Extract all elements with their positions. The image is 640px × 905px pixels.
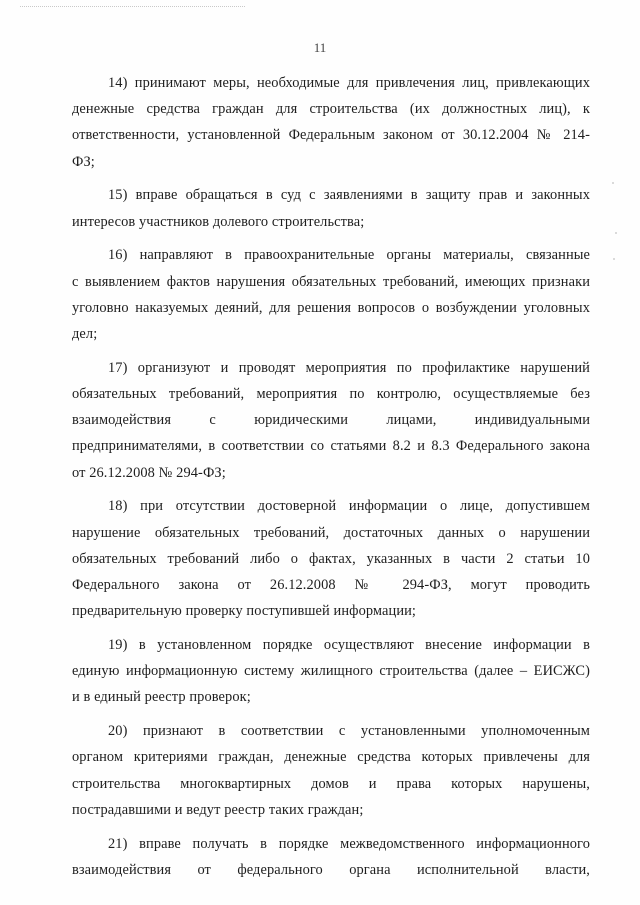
paragraph-21 bbox=[72, 831, 590, 883]
text-line: денежные средства граждан для строительства (их должностных лиц), к bbox=[72, 101, 590, 118]
text-line: органом критериями граждан, денежные средства которых привлечены для bbox=[72, 749, 590, 766]
text-line: ответственности, установленной Федеральным законом от 30.12.2004 № 214- bbox=[72, 127, 590, 144]
scan-speck bbox=[613, 258, 615, 260]
text-line: взаимодействия с юридическими лицами, индивидуальными bbox=[72, 412, 590, 429]
paragraph-20 bbox=[72, 718, 590, 823]
paragraph-15 bbox=[72, 182, 590, 234]
page-number: 11 bbox=[313, 40, 327, 55]
text-line: 18) при отсутствии достоверной информации о лице, допустившем bbox=[108, 498, 590, 515]
text-line: взаимодействия от федерального органа исполнительной власти, bbox=[72, 861, 590, 878]
scan-speck bbox=[612, 182, 614, 184]
text-line: 16) направляют в правоохранительные органы материалы, связанные bbox=[108, 247, 590, 264]
text-line: единую информационную систему жилищного строительства (далее – ЕИСЖС) bbox=[72, 663, 590, 680]
text-line: интересов участников долевого строительства; bbox=[72, 213, 365, 230]
paragraph-14 bbox=[72, 70, 590, 175]
text-line: Федерального закона от 26.12.2008 № 294-ФЗ, могут проводить bbox=[72, 577, 590, 594]
document-body bbox=[72, 70, 590, 891]
scan-speck bbox=[615, 232, 617, 234]
text-line: предварительную проверку поступившей информации; bbox=[72, 603, 417, 620]
text-line: от 26.12.2008 № 294-ФЗ; bbox=[72, 464, 226, 481]
text-line: обязательных требований либо о фактах, указанных в части 2 статьи 10 bbox=[72, 550, 590, 567]
text-line: 17) организуют и проводят мероприятия по профилактике нарушений bbox=[108, 359, 590, 376]
text-line: предпринимателями, в соответствии со статьями 8.2 и 8.3 Федерального закона bbox=[72, 438, 590, 455]
text-line: дел; bbox=[72, 326, 98, 343]
text-line: нарушение обязательных требований, достаточных данных о нарушении bbox=[72, 524, 590, 541]
text-line: 21) вправе получать в порядке межведомственного информационного bbox=[108, 835, 590, 852]
text-line: пострадавшими и ведут реестр таких граждан; bbox=[72, 801, 364, 818]
text-line: 14) принимают меры, необходимые для привлечения лиц, привлекающих bbox=[108, 75, 590, 91]
text-line: 20) признают в соответствии с установленными уполномоченным bbox=[108, 723, 590, 740]
paragraph-19 bbox=[72, 632, 590, 711]
paragraph-18 bbox=[72, 493, 590, 624]
text-line: строительства многоквартирных домов и права которых нарушены, bbox=[72, 775, 590, 792]
text-line: и в единый реестр проверок; bbox=[72, 689, 251, 706]
text-line: 15) вправе обращаться в суд с заявлениями в защиту прав и законных bbox=[108, 187, 590, 204]
text-line: ФЗ; bbox=[72, 153, 95, 170]
text-line: с выявлением фактов нарушения обязательных требований, имеющих признаки bbox=[72, 273, 590, 290]
text-line: уголовно наказуемых деяний, для решения вопросов о возбуждении уголовных bbox=[72, 299, 590, 316]
scan-edge-rule bbox=[20, 6, 245, 7]
text-line: 19) в установленном порядке осуществляют внесение информации в bbox=[108, 637, 590, 654]
paragraph-17 bbox=[72, 355, 590, 486]
text-line: обязательных требований, мероприятия по контролю, осуществляемые без bbox=[72, 386, 590, 403]
paragraph-16 bbox=[72, 242, 590, 347]
